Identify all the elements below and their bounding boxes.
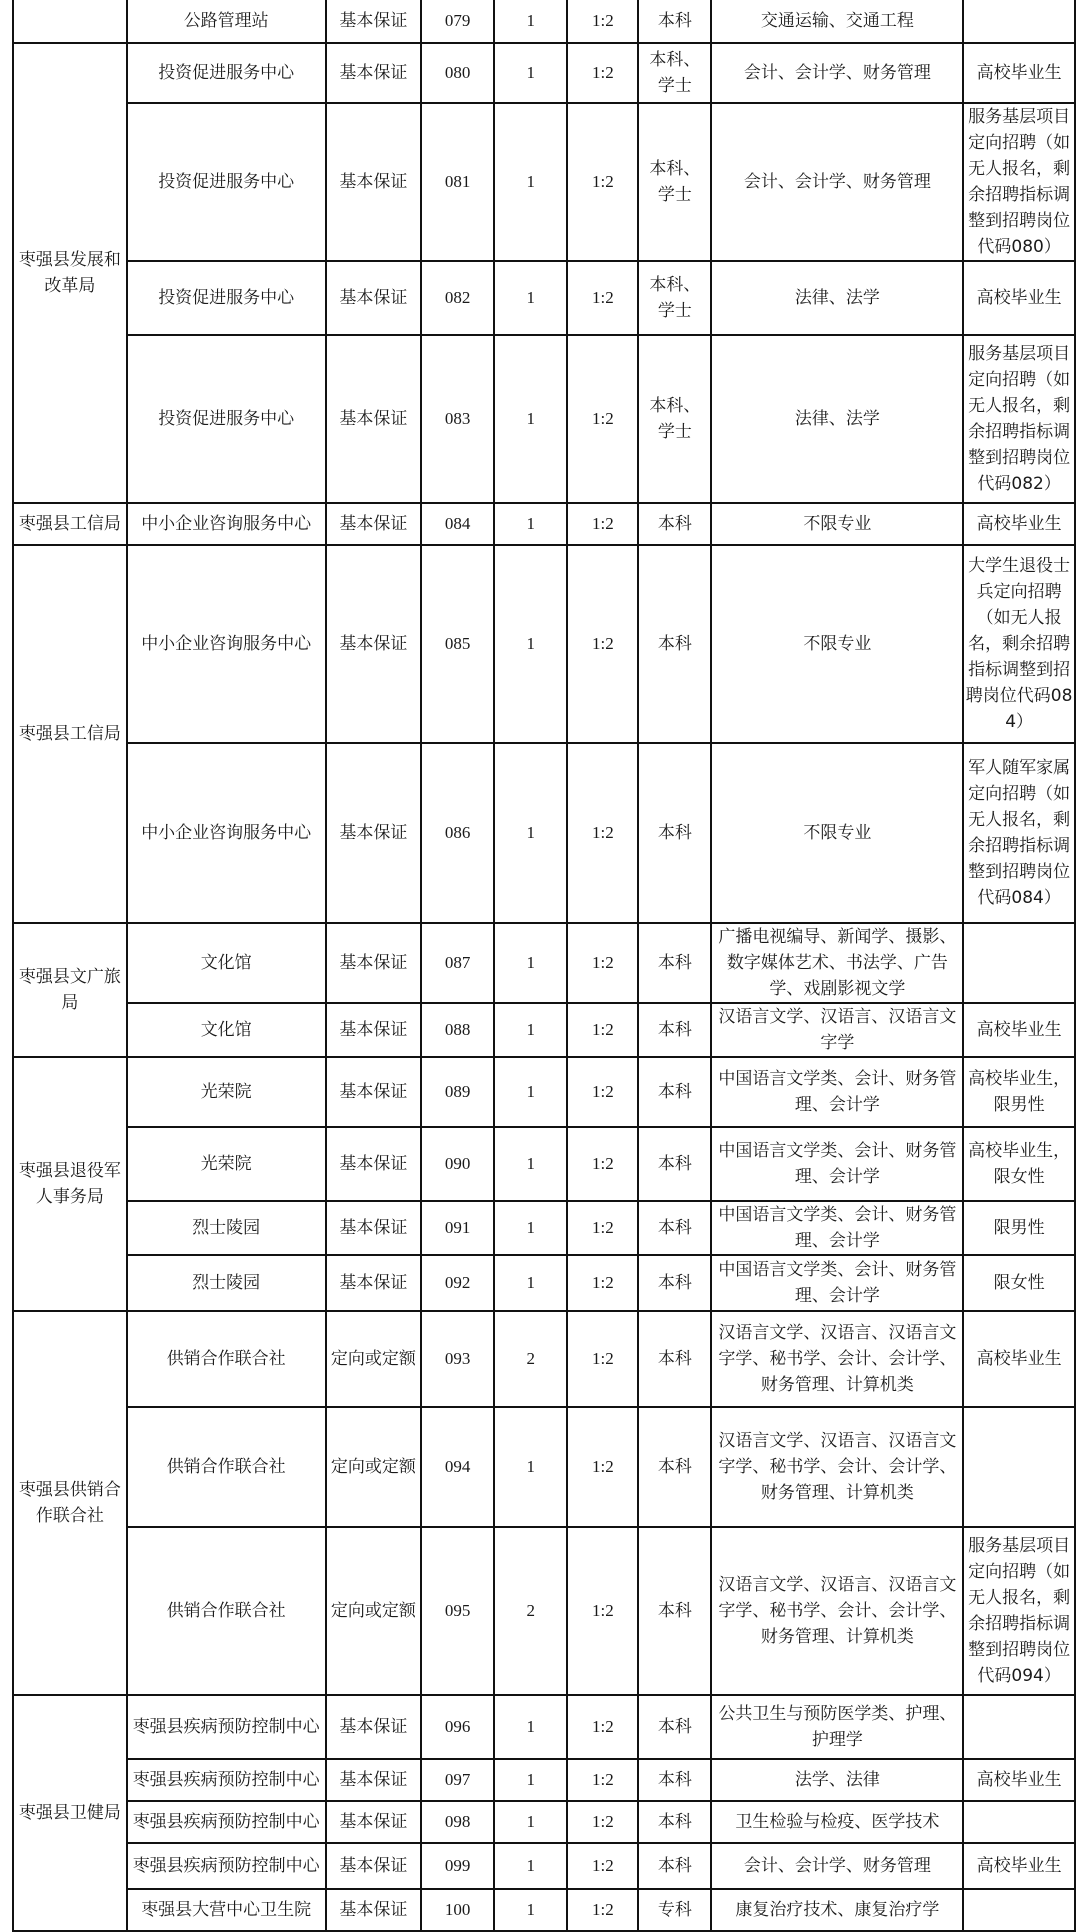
funding-type-cell: 定向或定额 (326, 1407, 421, 1527)
major-cell: 广播电视编导、新闻学、摄影、数字媒体艺术、书法学、广告学、戏剧影视文学 (711, 923, 963, 1003)
note-cell: 大学生退役士兵定向招聘（如无人报名，剩余招聘指标调整到招聘岗位代码084） (963, 545, 1075, 743)
position-code-cell: 085 (421, 545, 494, 743)
headcount-cell: 1 (494, 0, 567, 43)
note-cell (963, 0, 1075, 43)
unit-cell: 中小企业咨询服务中心 (127, 545, 326, 743)
unit-cell: 中小企业咨询服务中心 (127, 743, 326, 923)
exam-ratio-cell: 1:2 (567, 1889, 638, 1931)
headcount-cell: 1 (494, 1407, 567, 1527)
table-row (13, 1889, 1075, 1931)
headcount-cell: 1 (494, 743, 567, 923)
position-code-cell: 099 (421, 1843, 494, 1889)
position-code-cell: 086 (421, 743, 494, 923)
table-row (13, 1843, 1075, 1889)
position-code-cell: 094 (421, 1407, 494, 1527)
funding-type-cell: 基本保证 (326, 1695, 421, 1759)
funding-type-cell: 基本保证 (326, 1201, 421, 1255)
unit-cell: 文化馆 (127, 923, 326, 1003)
exam-ratio-cell: 1:2 (567, 335, 638, 503)
table-row (13, 1527, 1075, 1695)
major-cell: 会计、会计学、财务管理 (711, 1843, 963, 1889)
table-row (13, 1255, 1075, 1311)
unit-cell: 烈士陵园 (127, 1201, 326, 1255)
major-cell: 公共卫生与预防医学类、护理、护理学 (711, 1695, 963, 1759)
unit-cell: 投资促进服务中心 (127, 261, 326, 335)
note-cell: 限女性 (963, 1255, 1075, 1311)
position-code-cell: 081 (421, 103, 494, 261)
major-cell: 康复治疗技术、康复治疗学 (711, 1889, 963, 1931)
table-row (13, 1127, 1075, 1201)
headcount-cell: 1 (494, 43, 567, 103)
exam-ratio-cell: 1:2 (567, 103, 638, 261)
position-code-cell: 092 (421, 1255, 494, 1311)
education-cell: 本科 (638, 743, 711, 923)
major-cell: 法律、法学 (711, 335, 963, 503)
funding-type-cell: 基本保证 (326, 103, 421, 261)
headcount-cell: 2 (494, 1311, 567, 1407)
exam-ratio-cell: 1:2 (567, 0, 638, 43)
education-cell: 本科 (638, 1801, 711, 1843)
exam-ratio-cell: 1:2 (567, 503, 638, 545)
note-cell (963, 1695, 1075, 1759)
position-code-cell: 093 (421, 1311, 494, 1407)
headcount-cell: 1 (494, 1255, 567, 1311)
table-row (13, 743, 1075, 923)
note-cell: 高校毕业生，限女性 (963, 1127, 1075, 1201)
education-cell: 本科 (638, 0, 711, 43)
headcount-cell: 1 (494, 1843, 567, 1889)
note-cell: 高校毕业生 (963, 1311, 1075, 1407)
unit-cell: 供销合作联合社 (127, 1311, 326, 1407)
unit-cell: 枣强县疾病预防控制中心 (127, 1759, 326, 1801)
unit-cell: 枣强县疾病预防控制中心 (127, 1843, 326, 1889)
table-row (13, 0, 1075, 43)
education-cell: 本科 (638, 1311, 711, 1407)
table-row (13, 923, 1075, 1003)
funding-type-cell: 基本保证 (326, 1889, 421, 1931)
table-row (13, 1003, 1075, 1057)
note-cell (963, 923, 1075, 1003)
education-cell: 本科 (638, 1255, 711, 1311)
table-row (13, 1407, 1075, 1527)
recruitment-table-wrapper (12, 0, 1076, 1932)
unit-cell: 投资促进服务中心 (127, 335, 326, 503)
education-cell: 本科 (638, 1695, 711, 1759)
table-row (13, 1057, 1075, 1127)
headcount-cell: 1 (494, 1201, 567, 1255)
position-code-cell: 090 (421, 1127, 494, 1201)
education-cell: 本科、学士 (638, 103, 711, 261)
major-cell: 会计、会计学、财务管理 (711, 43, 963, 103)
note-cell: 服务基层项目定向招聘（如无人报名，剩余招聘指标调整到招聘岗位代码080） (963, 103, 1075, 261)
major-cell: 交通运输、交通工程 (711, 0, 963, 43)
education-cell: 本科 (638, 1057, 711, 1127)
funding-type-cell: 基本保证 (326, 261, 421, 335)
education-cell: 本科 (638, 1407, 711, 1527)
position-code-cell: 089 (421, 1057, 494, 1127)
table-row (13, 1759, 1075, 1801)
headcount-cell: 1 (494, 1057, 567, 1127)
funding-type-cell: 基本保证 (326, 545, 421, 743)
major-cell: 汉语言文学、汉语言、汉语言文字学、秘书学、会计、会计学、财务管理、计算机类 (711, 1527, 963, 1695)
major-cell: 汉语言文学、汉语言、汉语言文字学、秘书学、会计、会计学、财务管理、计算机类 (711, 1311, 963, 1407)
funding-type-cell: 基本保证 (326, 1843, 421, 1889)
note-cell: 高校毕业生 (963, 261, 1075, 335)
table-row (13, 103, 1075, 261)
exam-ratio-cell: 1:2 (567, 1759, 638, 1801)
funding-type-cell: 基本保证 (326, 335, 421, 503)
major-cell: 中国语言文学类、会计、财务管理、会计学 (711, 1127, 963, 1201)
headcount-cell: 2 (494, 1527, 567, 1695)
unit-cell: 投资促进服务中心 (127, 103, 326, 261)
major-cell: 法律、法学 (711, 261, 963, 335)
funding-type-cell: 基本保证 (326, 503, 421, 545)
position-code-cell: 083 (421, 335, 494, 503)
major-cell: 中国语言文学类、会计、财务管理、会计学 (711, 1201, 963, 1255)
department-cell: 枣强县工信局 (13, 503, 127, 545)
headcount-cell: 1 (494, 1889, 567, 1931)
exam-ratio-cell: 1:2 (567, 1003, 638, 1057)
funding-type-cell: 基本保证 (326, 1003, 421, 1057)
position-code-cell: 079 (421, 0, 494, 43)
note-cell: 军人随军家属定向招聘（如无人报名，剩余招聘指标调整到招聘岗位代码084） (963, 743, 1075, 923)
note-cell (963, 1407, 1075, 1527)
position-code-cell: 088 (421, 1003, 494, 1057)
funding-type-cell: 基本保证 (326, 743, 421, 923)
position-code-cell: 087 (421, 923, 494, 1003)
position-code-cell: 097 (421, 1759, 494, 1801)
major-cell: 中国语言文学类、会计、财务管理、会计学 (711, 1255, 963, 1311)
table-row (13, 1695, 1075, 1759)
education-cell: 本科 (638, 1003, 711, 1057)
position-code-cell: 084 (421, 503, 494, 545)
unit-cell: 枣强县疾病预防控制中心 (127, 1801, 326, 1843)
headcount-cell: 1 (494, 335, 567, 503)
major-cell: 不限专业 (711, 503, 963, 545)
unit-cell: 枣强县大营中心卫生院 (127, 1889, 326, 1931)
unit-cell: 供销合作联合社 (127, 1527, 326, 1695)
note-cell: 高校毕业生 (963, 43, 1075, 103)
headcount-cell: 1 (494, 503, 567, 545)
note-cell: 高校毕业生 (963, 1843, 1075, 1889)
unit-cell: 枣强县疾病预防控制中心 (127, 1695, 326, 1759)
exam-ratio-cell: 1:2 (567, 1201, 638, 1255)
headcount-cell: 1 (494, 923, 567, 1003)
position-code-cell: 098 (421, 1801, 494, 1843)
headcount-cell: 1 (494, 261, 567, 335)
exam-ratio-cell: 1:2 (567, 1801, 638, 1843)
unit-cell: 烈士陵园 (127, 1255, 326, 1311)
funding-type-cell: 基本保证 (326, 1127, 421, 1201)
exam-ratio-cell: 1:2 (567, 545, 638, 743)
department-cell: 枣强县发展和改革局 (13, 43, 127, 503)
headcount-cell: 1 (494, 1003, 567, 1057)
position-code-cell: 082 (421, 261, 494, 335)
position-code-cell: 100 (421, 1889, 494, 1931)
education-cell: 本科 (638, 923, 711, 1003)
table-row (13, 503, 1075, 545)
headcount-cell: 1 (494, 1801, 567, 1843)
note-cell: 高校毕业生 (963, 1759, 1075, 1801)
exam-ratio-cell: 1:2 (567, 1311, 638, 1407)
headcount-cell: 1 (494, 1695, 567, 1759)
exam-ratio-cell: 1:2 (567, 1695, 638, 1759)
exam-ratio-cell: 1:2 (567, 1527, 638, 1695)
exam-ratio-cell: 1:2 (567, 43, 638, 103)
headcount-cell: 1 (494, 1127, 567, 1201)
unit-cell: 文化馆 (127, 1003, 326, 1057)
funding-type-cell: 定向或定额 (326, 1311, 421, 1407)
education-cell: 专科 (638, 1889, 711, 1931)
position-code-cell: 091 (421, 1201, 494, 1255)
major-cell: 中国语言文学类、会计、财务管理、会计学 (711, 1057, 963, 1127)
education-cell: 本科 (638, 1843, 711, 1889)
department-cell: 枣强县文广旅局 (13, 923, 127, 1057)
department-cell: 枣强县工信局 (13, 545, 127, 923)
position-code-cell: 080 (421, 43, 494, 103)
unit-cell: 光荣院 (127, 1057, 326, 1127)
unit-cell: 公路管理站 (127, 0, 326, 43)
education-cell: 本科、学士 (638, 261, 711, 335)
education-cell: 本科 (638, 1127, 711, 1201)
note-cell (963, 1801, 1075, 1843)
note-cell (963, 1889, 1075, 1931)
table-row (13, 1801, 1075, 1843)
major-cell: 会计、会计学、财务管理 (711, 103, 963, 261)
funding-type-cell: 定向或定额 (326, 1527, 421, 1695)
department-cell: 枣强县卫健局 (13, 1695, 127, 1931)
department-cell: 枣强县退役军人事务局 (13, 1057, 127, 1311)
funding-type-cell: 基本保证 (326, 1801, 421, 1843)
unit-cell: 光荣院 (127, 1127, 326, 1201)
funding-type-cell: 基本保证 (326, 1759, 421, 1801)
major-cell: 法学、法律 (711, 1759, 963, 1801)
education-cell: 本科 (638, 1201, 711, 1255)
department-cell (13, 0, 127, 43)
headcount-cell: 1 (494, 545, 567, 743)
exam-ratio-cell: 1:2 (567, 261, 638, 335)
table-row (13, 1201, 1075, 1255)
table-row (13, 335, 1075, 503)
education-cell: 本科 (638, 503, 711, 545)
exam-ratio-cell: 1:2 (567, 1407, 638, 1527)
note-cell: 服务基层项目定向招聘（如无人报名，剩余招聘指标调整到招聘岗位代码082） (963, 335, 1075, 503)
department-cell: 枣强县供销合作联合社 (13, 1311, 127, 1695)
major-cell: 卫生检验与检疫、医学技术 (711, 1801, 963, 1843)
funding-type-cell: 基本保证 (326, 0, 421, 43)
note-cell: 高校毕业生 (963, 503, 1075, 545)
position-code-cell: 095 (421, 1527, 494, 1695)
exam-ratio-cell: 1:2 (567, 1057, 638, 1127)
exam-ratio-cell: 1:2 (567, 923, 638, 1003)
unit-cell: 供销合作联合社 (127, 1407, 326, 1527)
major-cell: 汉语言文学、汉语言、汉语言文字学、秘书学、会计、会计学、财务管理、计算机类 (711, 1407, 963, 1527)
table-body (13, 0, 1075, 1931)
funding-type-cell: 基本保证 (326, 43, 421, 103)
exam-ratio-cell: 1:2 (567, 1843, 638, 1889)
funding-type-cell: 基本保证 (326, 923, 421, 1003)
note-cell: 服务基层项目定向招聘（如无人报名，剩余招聘指标调整到招聘岗位代码094） (963, 1527, 1075, 1695)
headcount-cell: 1 (494, 1759, 567, 1801)
education-cell: 本科 (638, 1759, 711, 1801)
recruitment-positions-table (12, 0, 1076, 1932)
education-cell: 本科、学士 (638, 43, 711, 103)
education-cell: 本科、学士 (638, 335, 711, 503)
table-row (13, 43, 1075, 103)
funding-type-cell: 基本保证 (326, 1255, 421, 1311)
exam-ratio-cell: 1:2 (567, 743, 638, 923)
education-cell: 本科 (638, 1527, 711, 1695)
table-row (13, 261, 1075, 335)
exam-ratio-cell: 1:2 (567, 1255, 638, 1311)
major-cell: 不限专业 (711, 743, 963, 923)
note-cell: 高校毕业生，限男性 (963, 1057, 1075, 1127)
position-code-cell: 096 (421, 1695, 494, 1759)
table-row (13, 1311, 1075, 1407)
note-cell: 高校毕业生 (963, 1003, 1075, 1057)
education-cell: 本科 (638, 545, 711, 743)
unit-cell: 投资促进服务中心 (127, 43, 326, 103)
note-cell: 限男性 (963, 1201, 1075, 1255)
headcount-cell: 1 (494, 103, 567, 261)
unit-cell: 中小企业咨询服务中心 (127, 503, 326, 545)
funding-type-cell: 基本保证 (326, 1057, 421, 1127)
exam-ratio-cell: 1:2 (567, 1127, 638, 1201)
major-cell: 不限专业 (711, 545, 963, 743)
table-row (13, 545, 1075, 743)
major-cell: 汉语言文学、汉语言、汉语言文字学 (711, 1003, 963, 1057)
